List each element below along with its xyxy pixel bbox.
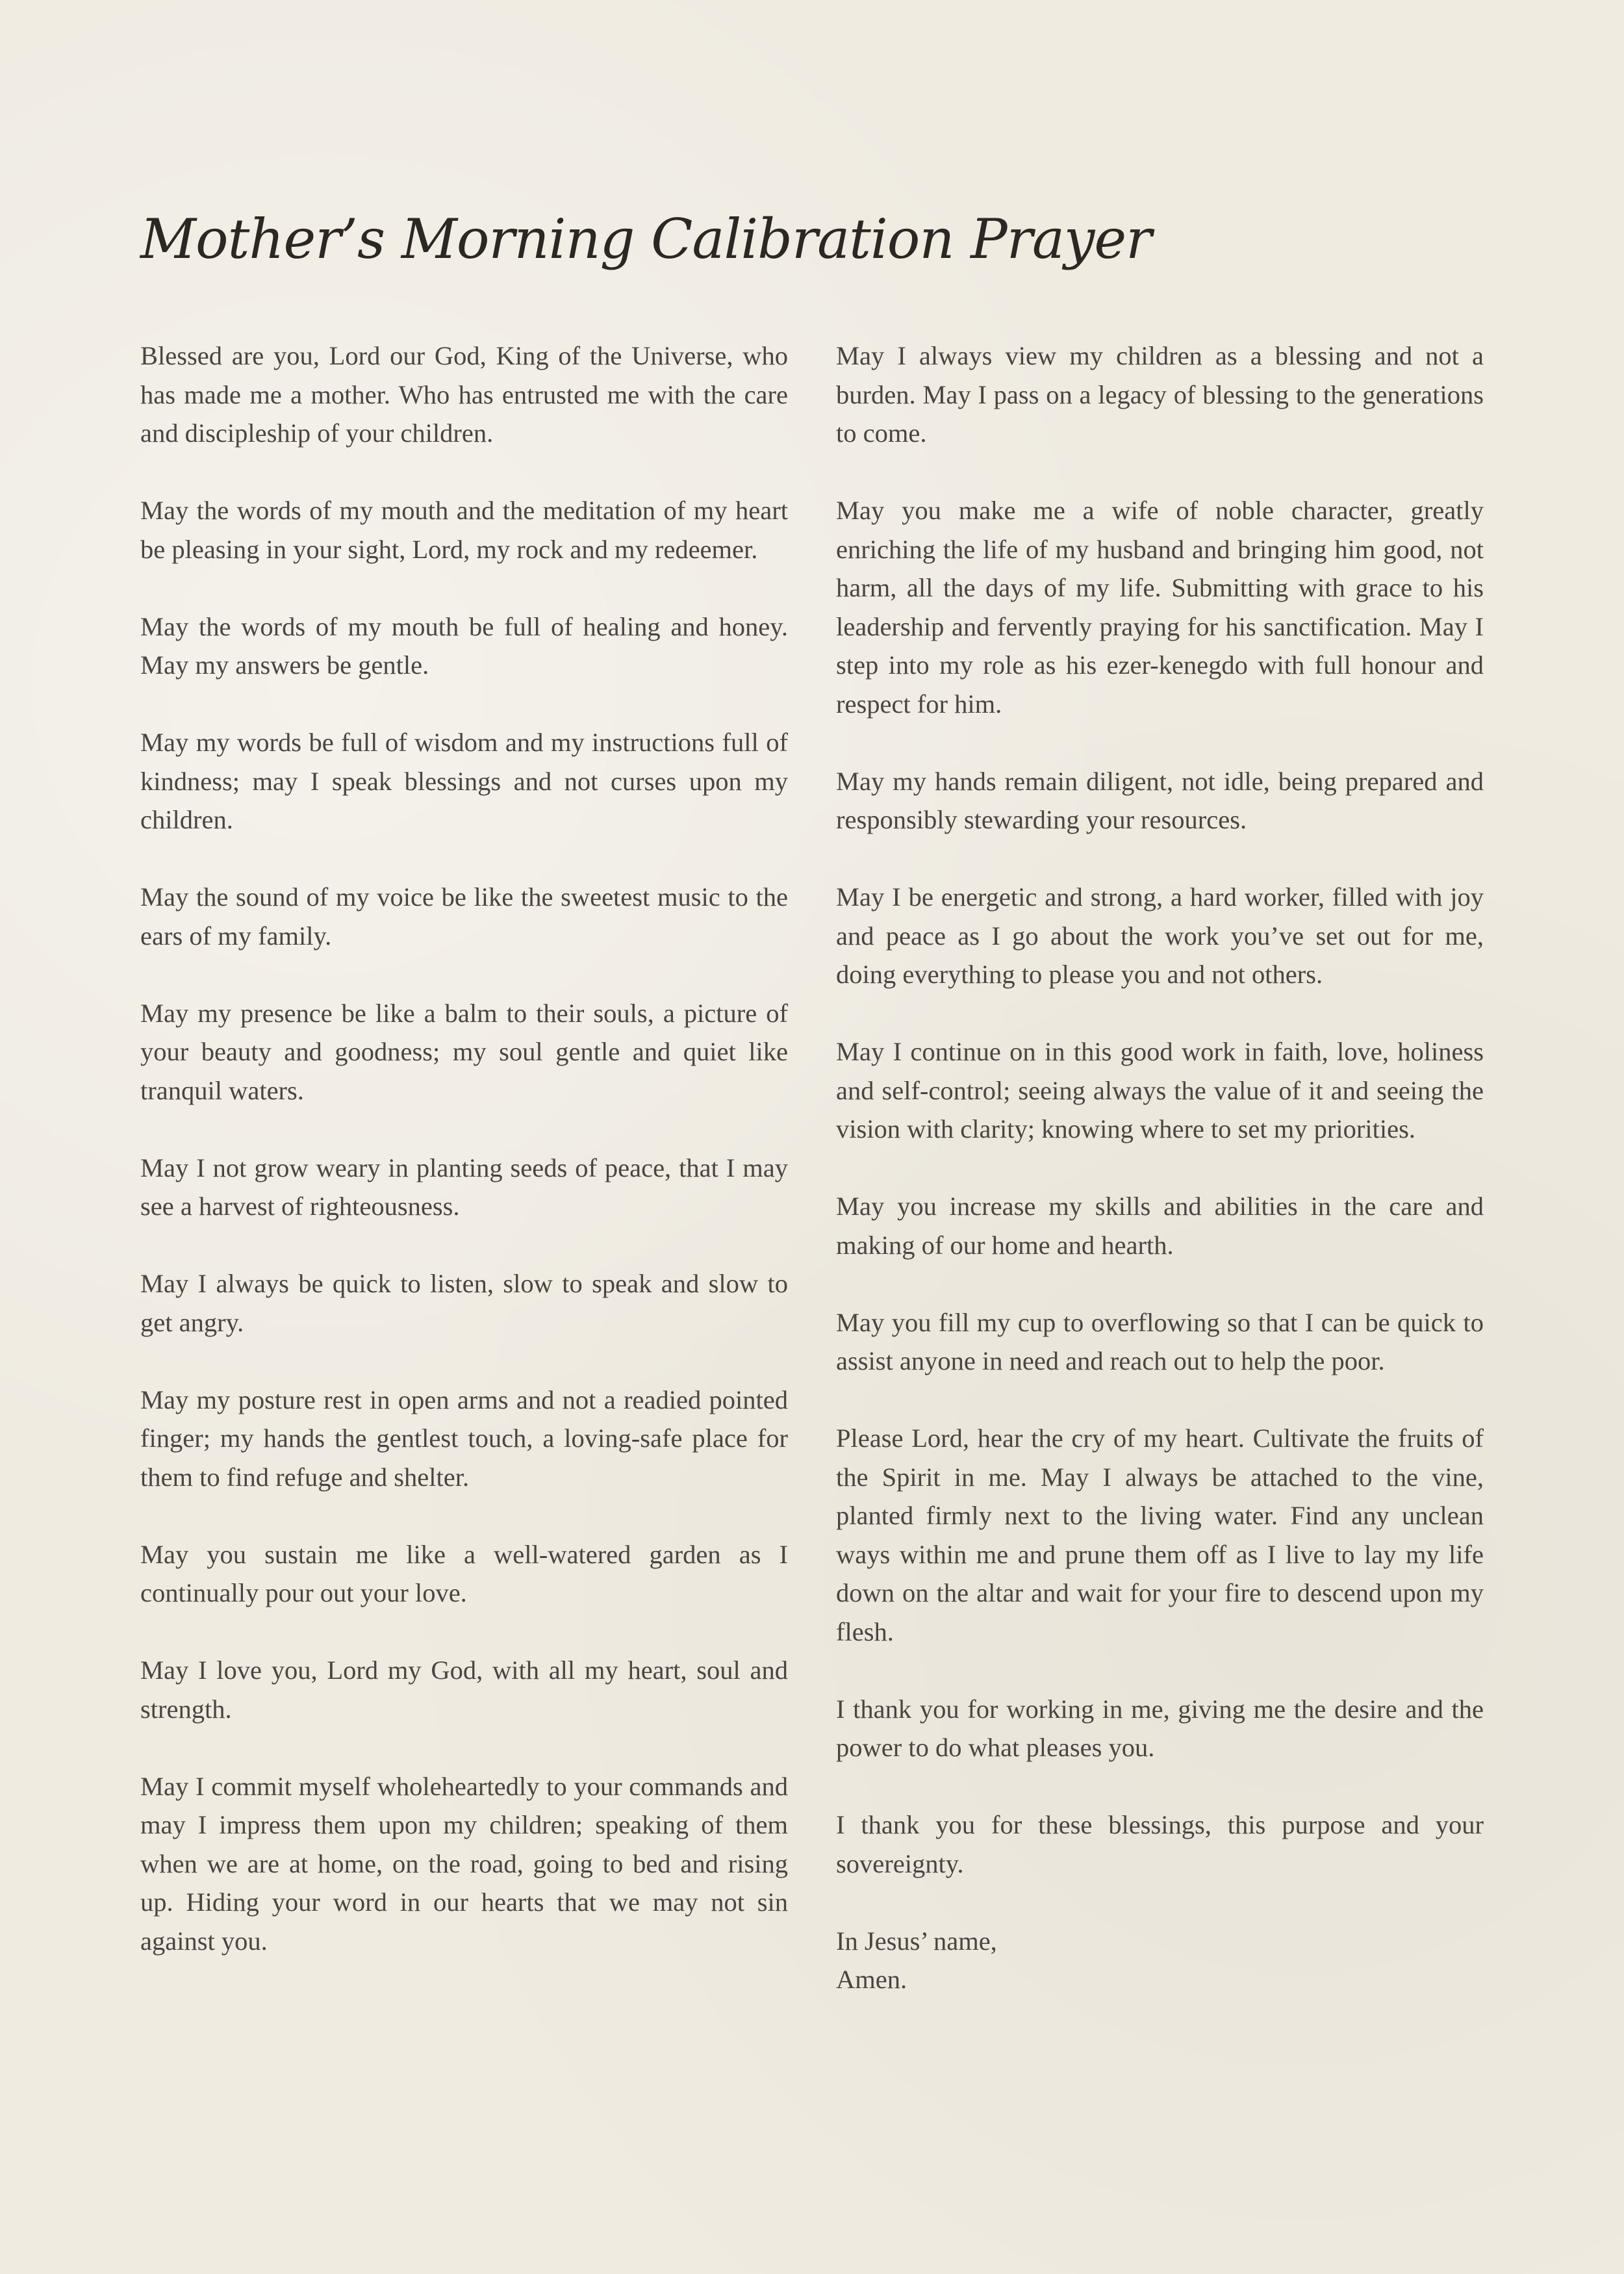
paragraph: May the words of my mouth and the meditation of my heart be pleasing in your sight, Lord, my rock and my redeemer. [140, 496, 788, 564]
paragraph: May I commit myself wholeheartedly to your commands and may I impress them upon my children; speaking of them when we are at home, on the road, going to bed and rising up. Hiding your word in our hearts that we may not sin against you. [140, 1771, 788, 1956]
paragraph: May I continue on in this good work in faith, love, holiness and self-control; seeing always the value of it and seeing the vision with clarity; knowing where to set my priorities. [836, 1037, 1484, 1143]
closing-line: In Jesus’ name, [836, 1926, 997, 1956]
paragraph: May you increase my skills and abilities in the care and making of our home and hearth. [836, 1192, 1484, 1260]
paragraph: May my presence be like a balm to their souls, a picture of your beauty and goodness; my soul gentle and quiet like tranquil waters. [140, 998, 788, 1105]
paragraph: May I always view my children as a blessing and not a burden. May I pass on a legacy of blessing to the generations to come. [836, 341, 1484, 448]
paragraph: May the sound of my voice be like the sweetest music to the ears of my family. [140, 882, 788, 951]
closing-amen: Amen. [836, 1965, 907, 1994]
paragraph: May my posture rest in open arms and not a readied pointed finger; my hands the gentlest touch, a loving-safe place for them to find refuge and shelter. [140, 1385, 788, 1492]
paragraph: May I be energetic and strong, a hard worker, filled with joy and peace as I go about the work you’ve set out for me, doing everything to please you and not others. [836, 882, 1484, 989]
paragraph: May you make me a wife of noble character, greatly enriching the life of my husband and bringing him good, not harm, all the days of my life. Submitting with grace to his leadership and fervently praying for his sanctification. May I step into my role as his ezer-kenegdo with full honour and respect for him. [836, 496, 1484, 719]
paragraph: I thank you for working in me, giving me the desire and the power to do what pleases you. [836, 1694, 1484, 1762]
paragraph: May I not grow weary in planting seeds of peace, that I may see a harvest of righteousness. [140, 1153, 788, 1221]
closing-signoff [836, 1922, 1484, 1999]
paragraph: May you sustain me like a well-watered garden as I continually pour out your love. [140, 1539, 788, 1607]
paragraph: I thank you for these blessings, this purpose and your sovereignty. [836, 1810, 1484, 1878]
right-column [836, 337, 1484, 1999]
paragraph: Blessed are you, Lord our God, King of the Universe, who has made me a mother. Who has entrusted me with the care and discipleship of your children. [140, 341, 788, 448]
paragraph: May my words be full of wisdom and my instructions full of kindness; may I speak blessings and not curses upon my children. [140, 728, 788, 834]
paragraph: May the words of my mouth be full of healing and honey. May my answers be gentle. [140, 611, 788, 680]
left-column [140, 337, 788, 1999]
paragraph: Please Lord, hear the cry of my heart. Cultivate the fruits of the Spirit in me. May I always be attached to the vine, planted firmly next to the living water. Find any unclean ways within me and prune them off as I live to lay my life down on the altar and wait for your fire to descend upon my flesh. [836, 1424, 1484, 1646]
paragraph: May I always be quick to listen, slow to speak and slow to get angry. [140, 1269, 788, 1337]
paragraph: May I love you, Lord my God, with all my heart, soul and strength. [140, 1655, 788, 1724]
paragraph: May you fill my cup to overflowing so that I can be quick to assist anyone in need and reach out to help the poor. [836, 1307, 1484, 1375]
page-title: Mother’s Morning Calibration Prayer [140, 207, 1152, 271]
paragraph: May my hands remain diligent, not idle, being prepared and responsibly stewarding your resources. [836, 766, 1484, 834]
